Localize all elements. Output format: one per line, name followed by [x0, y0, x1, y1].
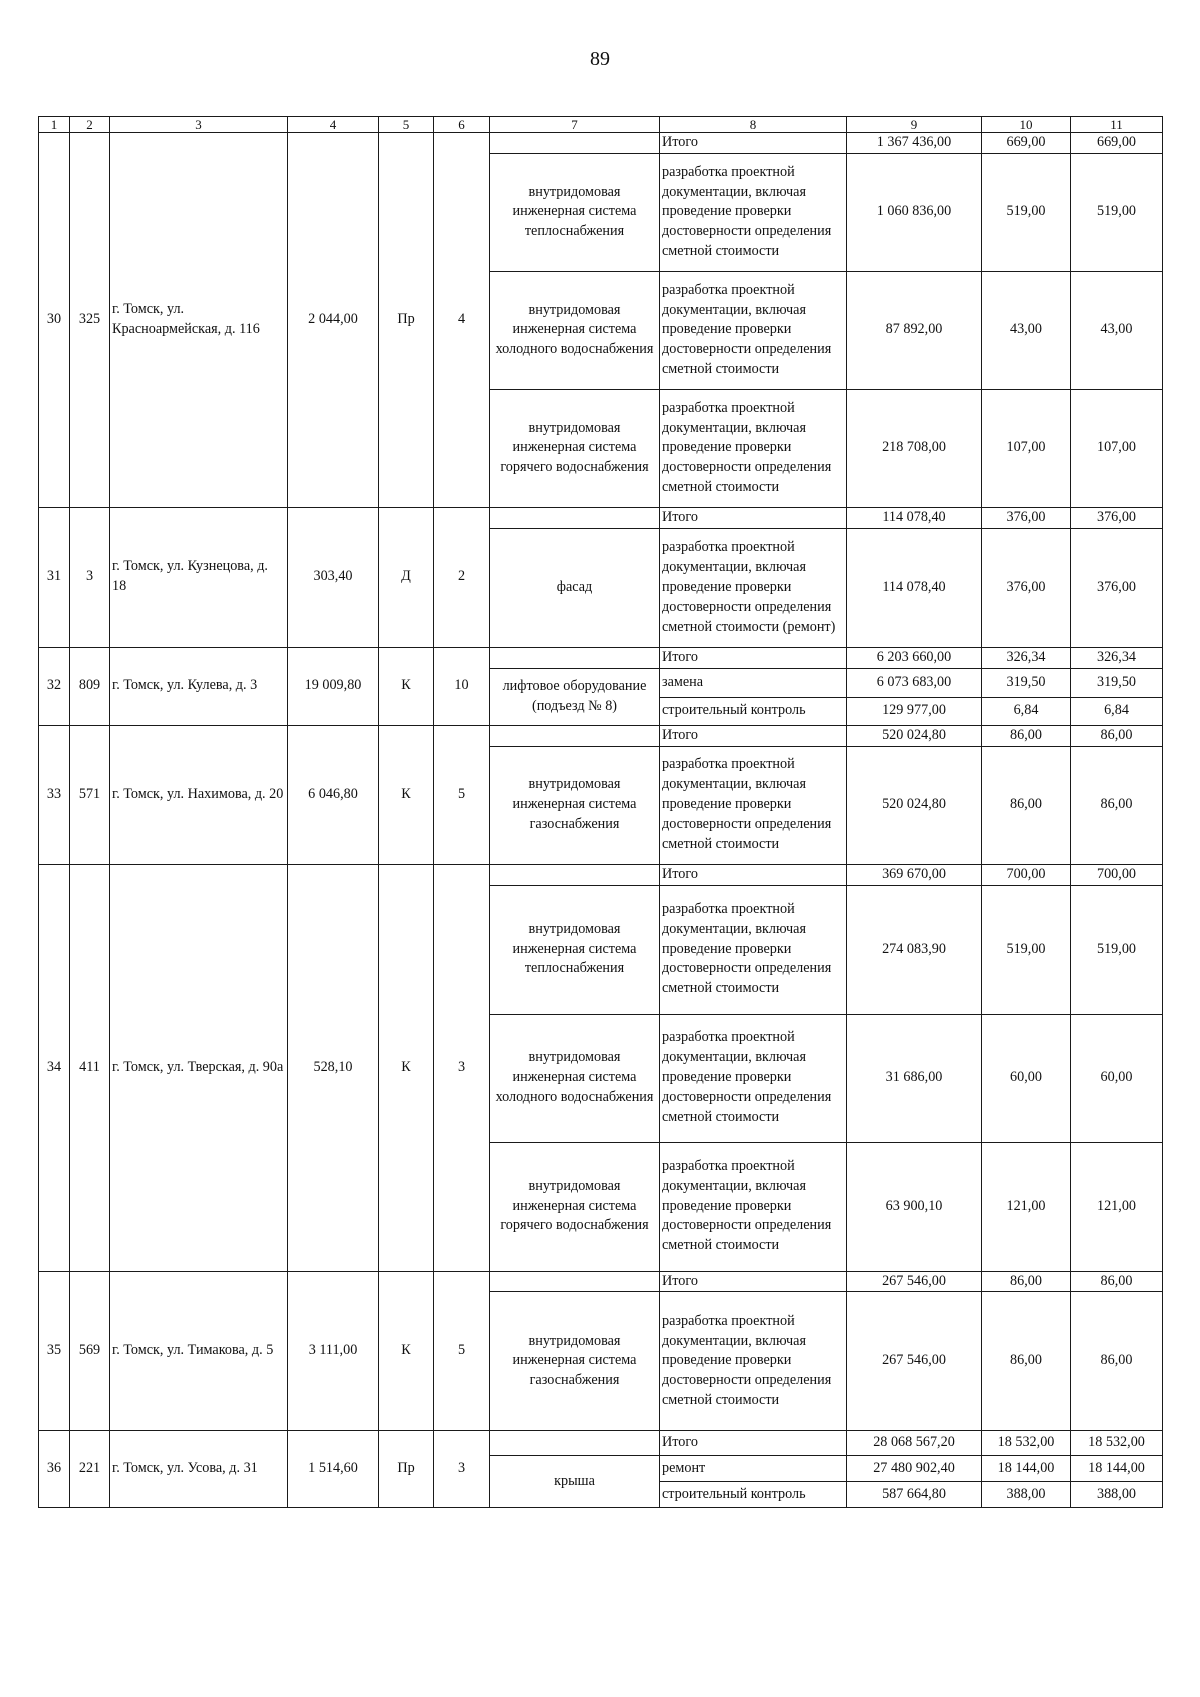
total-sum: 6 203 660,00 — [847, 647, 982, 668]
column-number: 3 — [110, 117, 288, 133]
house-address: г. Томск, ул. Нахимова, д. 20 — [110, 725, 288, 864]
record-number: 31 — [39, 507, 70, 647]
work-unit-cost-limit: 43,00 — [1071, 271, 1163, 389]
record-total-row — [39, 647, 1163, 668]
total-unit-cost-limit: 326,34 — [1071, 647, 1163, 668]
work-sum: 267 546,00 — [847, 1292, 982, 1431]
work-unit-cost: 388,00 — [982, 1482, 1071, 1508]
house-floors: 10 — [434, 647, 490, 725]
system-empty — [490, 864, 660, 885]
total-unit-cost-limit: 700,00 — [1071, 864, 1163, 885]
work-sum: 129 977,00 — [847, 697, 982, 725]
house-type: Д — [379, 507, 434, 647]
total-label: Итого — [660, 864, 847, 885]
work-unit-cost-limit: 519,00 — [1071, 885, 1163, 1014]
work-name: строительный контроль — [660, 697, 847, 725]
record-number: 34 — [39, 864, 70, 1271]
total-unit-cost-limit: 376,00 — [1071, 507, 1163, 528]
column-number: 10 — [982, 117, 1071, 133]
house-address: г. Томск, ул. Красноармейская, д. 116 — [110, 133, 288, 508]
record-number: 35 — [39, 1271, 70, 1431]
total-unit-cost: 669,00 — [982, 133, 1071, 154]
table-body — [39, 117, 1163, 1508]
house-area: 528,10 — [288, 864, 379, 1271]
total-unit-cost: 86,00 — [982, 725, 1071, 746]
total-label: Итого — [660, 1271, 847, 1292]
total-sum: 114 078,40 — [847, 507, 982, 528]
work-unit-cost-limit: 86,00 — [1071, 746, 1163, 864]
house-area: 19 009,80 — [288, 647, 379, 725]
record-total-row — [39, 864, 1163, 885]
total-unit-cost-limit: 18 532,00 — [1071, 1431, 1163, 1456]
work-name: разработка проектной документации, включая проведение проверки достоверности определения сметной стоимости — [660, 746, 847, 864]
work-sum: 114 078,40 — [847, 528, 982, 647]
record-total-row — [39, 1271, 1163, 1292]
system-name: внутридомовая инженерная система холодного водоснабжения — [490, 271, 660, 389]
work-unit-cost: 107,00 — [982, 389, 1071, 507]
work-unit-cost: 376,00 — [982, 528, 1071, 647]
record-number: 33 — [39, 725, 70, 864]
system-name: внутридомовая инженерная система газоснабжения — [490, 1292, 660, 1431]
system-name: внутридомовая инженерная система горячего водоснабжения — [490, 1142, 660, 1271]
house-type: К — [379, 864, 434, 1271]
work-unit-cost-limit: 86,00 — [1071, 1292, 1163, 1431]
house-address: г. Томск, ул. Кулева, д. 3 — [110, 647, 288, 725]
record-number: 30 — [39, 133, 70, 508]
house-floors: 2 — [434, 507, 490, 647]
work-unit-cost-limit: 107,00 — [1071, 389, 1163, 507]
total-unit-cost-limit: 669,00 — [1071, 133, 1163, 154]
work-name: разработка проектной документации, включая проведение проверки достоверности определения сметной стоимости — [660, 153, 847, 271]
house-id: 571 — [70, 725, 110, 864]
work-unit-cost: 86,00 — [982, 1292, 1071, 1431]
system-empty — [490, 647, 660, 668]
total-label: Итого — [660, 647, 847, 668]
work-name: разработка проектной документации, включая проведение проверки достоверности определения сметной стоимости (ремонт) — [660, 528, 847, 647]
work-sum: 1 060 836,00 — [847, 153, 982, 271]
work-sum: 6 073 683,00 — [847, 668, 982, 697]
record-total-row — [39, 507, 1163, 528]
work-name: разработка проектной документации, включая проведение проверки достоверности определения сметной стоимости — [660, 1292, 847, 1431]
work-unit-cost-limit: 18 144,00 — [1071, 1456, 1163, 1482]
column-number: 1 — [39, 117, 70, 133]
house-address: г. Томск, ул. Тимакова, д. 5 — [110, 1271, 288, 1431]
house-type: К — [379, 647, 434, 725]
work-unit-cost: 6,84 — [982, 697, 1071, 725]
house-type: Пр — [379, 133, 434, 508]
column-number-row — [39, 117, 1163, 133]
house-area: 303,40 — [288, 507, 379, 647]
total-unit-cost: 376,00 — [982, 507, 1071, 528]
house-floors: 4 — [434, 133, 490, 508]
work-name: разработка проектной документации, включая проведение проверки достоверности определения сметной стоимости — [660, 1142, 847, 1271]
column-number: 8 — [660, 117, 847, 133]
column-number: 2 — [70, 117, 110, 133]
house-area: 1 514,60 — [288, 1431, 379, 1508]
record-number: 32 — [39, 647, 70, 725]
system-name: фасад — [490, 528, 660, 647]
system-name: внутридомовая инженерная система газоснабжения — [490, 746, 660, 864]
work-unit-cost-limit: 319,50 — [1071, 668, 1163, 697]
column-number: 5 — [379, 117, 434, 133]
house-id: 809 — [70, 647, 110, 725]
total-label: Итого — [660, 725, 847, 746]
work-sum: 87 892,00 — [847, 271, 982, 389]
system-empty — [490, 1431, 660, 1456]
work-sum: 27 480 902,40 — [847, 1456, 982, 1482]
total-label: Итого — [660, 1431, 847, 1456]
work-unit-cost: 319,50 — [982, 668, 1071, 697]
work-name: разработка проектной документации, включая проведение проверки достоверности определения сметной стоимости — [660, 1014, 847, 1142]
total-label: Итого — [660, 507, 847, 528]
total-label: Итого — [660, 133, 847, 154]
work-unit-cost: 86,00 — [982, 746, 1071, 864]
work-name: ремонт — [660, 1456, 847, 1482]
system-name: внутридомовая инженерная система холодного водоснабжения — [490, 1014, 660, 1142]
total-unit-cost: 700,00 — [982, 864, 1071, 885]
work-sum: 218 708,00 — [847, 389, 982, 507]
system-empty — [490, 1271, 660, 1292]
total-unit-cost-limit: 86,00 — [1071, 1271, 1163, 1292]
work-name: разработка проектной документации, включая проведение проверки достоверности определения сметной стоимости — [660, 885, 847, 1014]
work-unit-cost: 519,00 — [982, 153, 1071, 271]
house-area: 3 111,00 — [288, 1271, 379, 1431]
column-number: 9 — [847, 117, 982, 133]
work-sum: 520 024,80 — [847, 746, 982, 864]
house-area: 6 046,80 — [288, 725, 379, 864]
work-sum: 63 900,10 — [847, 1142, 982, 1271]
work-name: разработка проектной документации, включая проведение проверки достоверности определения сметной стоимости — [660, 271, 847, 389]
work-unit-cost: 43,00 — [982, 271, 1071, 389]
house-id: 3 — [70, 507, 110, 647]
system-empty — [490, 725, 660, 746]
record-total-row — [39, 1431, 1163, 1456]
house-floors: 5 — [434, 725, 490, 864]
system-empty — [490, 133, 660, 154]
work-unit-cost: 121,00 — [982, 1142, 1071, 1271]
total-sum: 369 670,00 — [847, 864, 982, 885]
house-area: 2 044,00 — [288, 133, 379, 508]
total-unit-cost: 326,34 — [982, 647, 1071, 668]
work-unit-cost-limit: 6,84 — [1071, 697, 1163, 725]
house-id: 221 — [70, 1431, 110, 1508]
total-unit-cost: 86,00 — [982, 1271, 1071, 1292]
work-sum: 31 686,00 — [847, 1014, 982, 1142]
total-sum: 520 024,80 — [847, 725, 982, 746]
work-name: замена — [660, 668, 847, 697]
system-name: лифтовое оборудование (подъезд № 8) — [490, 668, 660, 725]
work-sum: 274 083,90 — [847, 885, 982, 1014]
house-floors: 3 — [434, 864, 490, 1271]
record-total-row — [39, 725, 1163, 746]
work-unit-cost-limit: 60,00 — [1071, 1014, 1163, 1142]
column-number: 4 — [288, 117, 379, 133]
work-unit-cost: 519,00 — [982, 885, 1071, 1014]
column-number: 7 — [490, 117, 660, 133]
system-name: внутридомовая инженерная система горячего водоснабжения — [490, 389, 660, 507]
works-table — [38, 116, 1163, 1508]
work-sum: 587 664,80 — [847, 1482, 982, 1508]
house-id: 325 — [70, 133, 110, 508]
total-sum: 1 367 436,00 — [847, 133, 982, 154]
house-type: К — [379, 725, 434, 864]
house-floors: 3 — [434, 1431, 490, 1508]
house-address: г. Томск, ул. Кузнецова, д. 18 — [110, 507, 288, 647]
work-name: разработка проектной документации, включая проведение проверки достоверности определения сметной стоимости — [660, 389, 847, 507]
total-unit-cost: 18 532,00 — [982, 1431, 1071, 1456]
page-number: 89 — [590, 48, 610, 70]
house-type: Пр — [379, 1431, 434, 1508]
work-unit-cost-limit: 376,00 — [1071, 528, 1163, 647]
work-unit-cost-limit: 121,00 — [1071, 1142, 1163, 1271]
record-total-row — [39, 133, 1163, 154]
record-number: 36 — [39, 1431, 70, 1508]
house-id: 569 — [70, 1271, 110, 1431]
work-unit-cost: 18 144,00 — [982, 1456, 1071, 1482]
house-type: К — [379, 1271, 434, 1431]
system-name: внутридомовая инженерная система теплоснабжения — [490, 153, 660, 271]
total-unit-cost-limit: 86,00 — [1071, 725, 1163, 746]
total-sum: 28 068 567,20 — [847, 1431, 982, 1456]
system-empty — [490, 507, 660, 528]
house-address: г. Томск, ул. Тверская, д. 90а — [110, 864, 288, 1271]
total-sum: 267 546,00 — [847, 1271, 982, 1292]
work-unit-cost-limit: 519,00 — [1071, 153, 1163, 271]
work-name: строительный контроль — [660, 1482, 847, 1508]
house-floors: 5 — [434, 1271, 490, 1431]
system-name: внутридомовая инженерная система теплоснабжения — [490, 885, 660, 1014]
house-id: 411 — [70, 864, 110, 1271]
work-unit-cost: 60,00 — [982, 1014, 1071, 1142]
work-unit-cost-limit: 388,00 — [1071, 1482, 1163, 1508]
system-name: крыша — [490, 1456, 660, 1508]
column-number: 6 — [434, 117, 490, 133]
column-number: 11 — [1071, 117, 1163, 133]
house-address: г. Томск, ул. Усова, д. 31 — [110, 1431, 288, 1508]
